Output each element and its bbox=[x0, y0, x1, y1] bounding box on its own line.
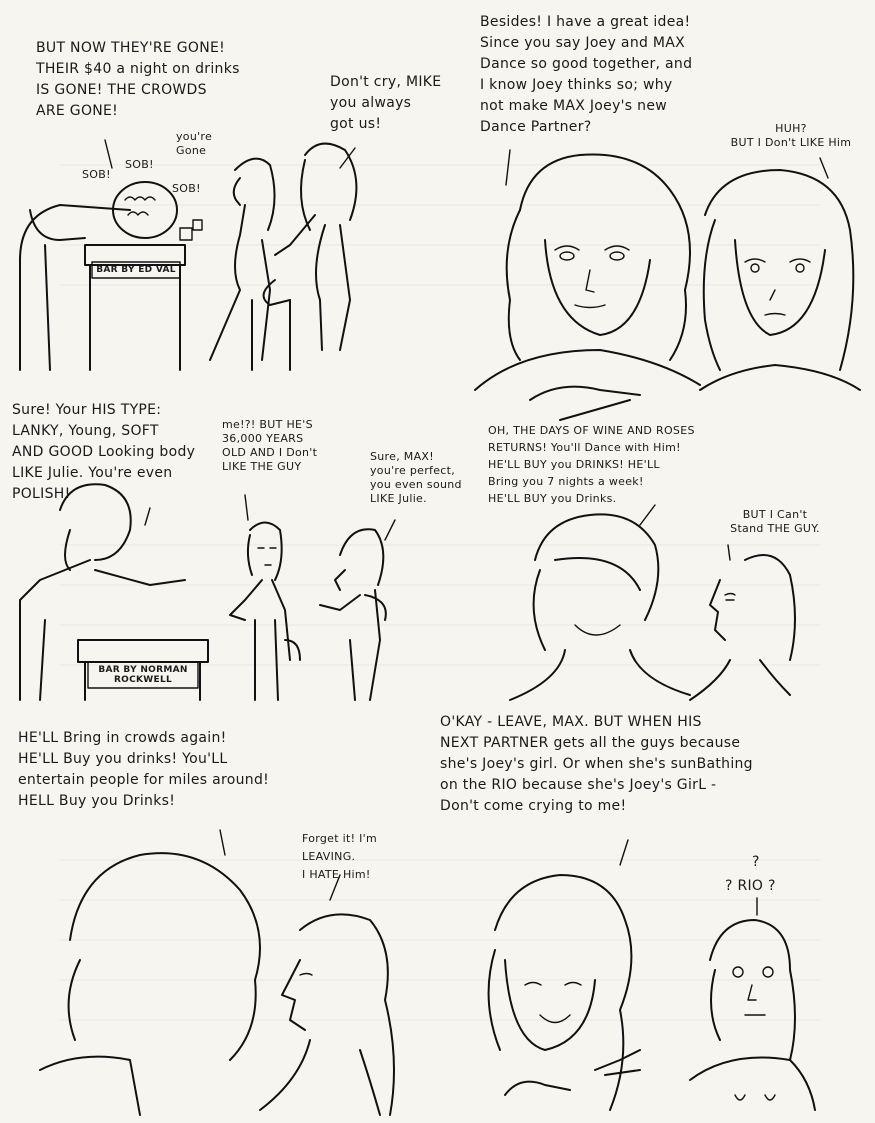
panel2-speech-idea: Besides! I have a great idea! Since you say Joey and MAX Dance so good together, and I know Joey thinks so; why not make MAX Joey's new Dance Partner? bbox=[480, 14, 693, 135]
panel3-drawing bbox=[20, 484, 395, 700]
panel6-speech-rio: ? RIO ? bbox=[725, 878, 776, 894]
panel1-drawing bbox=[20, 140, 356, 370]
panel3-speech-old: me!?! BUT HE'S 36,000 YEARS OLD AND I Don't LIKE THE GUY bbox=[222, 418, 318, 473]
panel1-bar-sign: BAR BY ED VAL bbox=[96, 265, 176, 275]
panel3-speech-perfect: Sure, MAX! you're perfect, you even sound LIKE Julie. bbox=[370, 450, 462, 505]
panel1-sob-3: SOB! bbox=[172, 182, 201, 195]
panel3-bar-sign: BAR BY NORMAN ROCKWELL bbox=[98, 665, 188, 685]
panel4-speech-stand: BUT I Can't Stand THE GUY. bbox=[730, 508, 820, 535]
panel2-speech-huh: HUH? BUT I Don't LIKE Him bbox=[730, 122, 852, 149]
panel5-speech-leaving: Forget it! I'm LEAVING. I HATE Him! bbox=[302, 832, 378, 881]
panel1-sob-2: SOB! bbox=[125, 158, 154, 171]
panel6-speech-rio-question: ? bbox=[752, 854, 760, 870]
panel4-speech-wine: OH, THE DAYS OF WINE AND ROSES RETURNS! You'll Dance with Him! HE'LL BUY you DRINKS! HE'LL Bring you 7 nights a week! HE'LL BUY you Drinks. bbox=[488, 424, 695, 505]
panel1-sob-1: SOB! bbox=[82, 168, 111, 181]
panel5-speech-crowds: HE'LL Bring in crowds again! HE'LL Buy you drinks! You'LL entertain people for miles around! HELL Buy you Drinks! bbox=[18, 730, 270, 809]
panel3-speech-type: Sure! Your HIS TYPE: LANKY, Young, SOFT AND GOOD Looking body LIKE Julie. You're even POLISH! bbox=[12, 402, 196, 502]
panel6-speech-okay: O'KAY - LEAVE, MAX. BUT WHEN HIS NEXT PARTNER gets all the guys because she's Joey's girl. Or when she's sunBathing on the RIO because she's Joey's GirL - Don't come crying to me! bbox=[440, 714, 753, 814]
panel1-speech-main: BUT NOW THEY'RE GONE! THEIR $40 a night on drinks IS GONE! THE CROWDS ARE GONE! bbox=[36, 40, 240, 119]
panel1-speech-gone: you're Gone bbox=[176, 130, 213, 157]
panel1-speech-mike: Don't cry, MIKE you always got us! bbox=[330, 74, 442, 132]
bleed-through-lines bbox=[60, 165, 820, 1020]
